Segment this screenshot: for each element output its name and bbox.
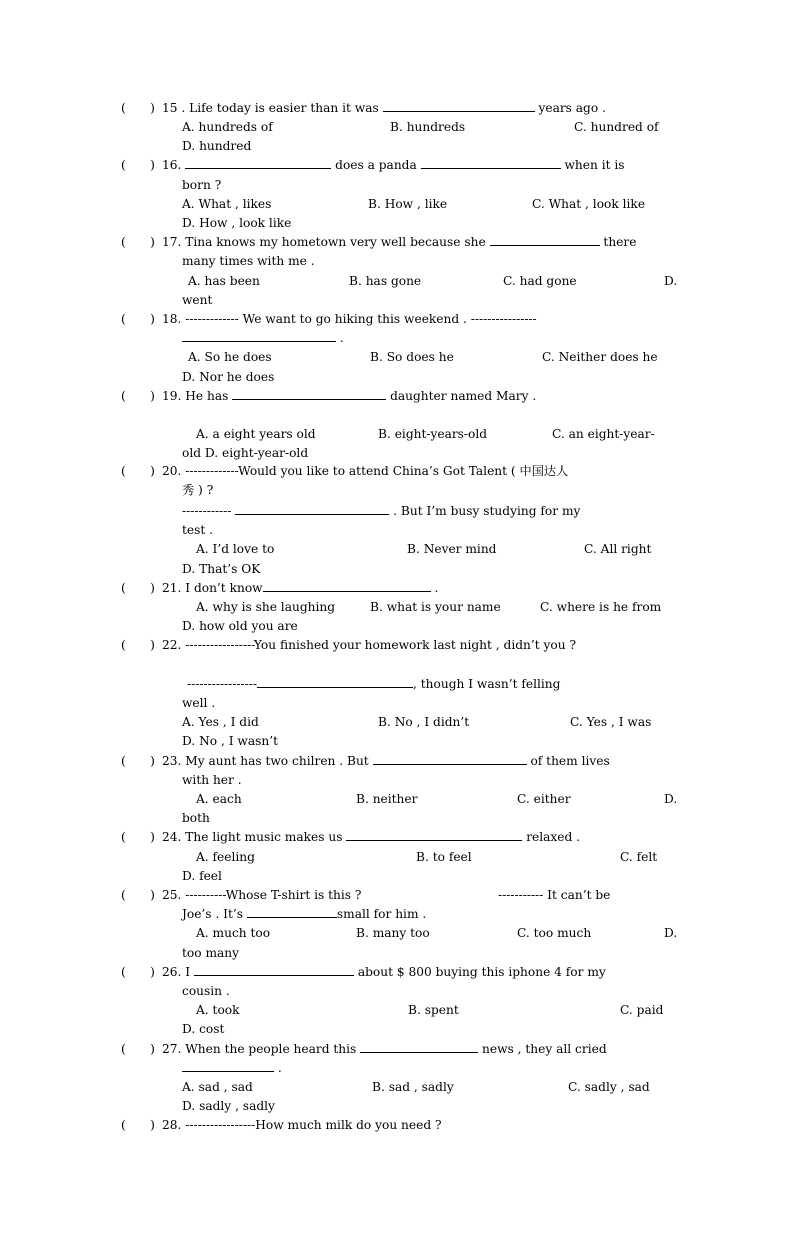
option-c[interactable]: C. either bbox=[517, 792, 571, 806]
answer-blank[interactable] bbox=[182, 1059, 274, 1072]
answer-bracket[interactable]: ( ) bbox=[121, 888, 155, 902]
option-c[interactable]: C. felt bbox=[620, 850, 658, 864]
option-a[interactable]: A. a eight years old bbox=[196, 427, 316, 441]
answer-bracket[interactable]: ( ) bbox=[121, 830, 155, 844]
option-c[interactable]: C. sadly , sad bbox=[568, 1080, 650, 1094]
answer-blank[interactable] bbox=[383, 99, 535, 112]
option-d[interactable]: D. cost bbox=[182, 1022, 225, 1036]
options-22 bbox=[182, 713, 676, 732]
option-d[interactable]: both bbox=[182, 811, 210, 825]
question-26: ( ) 26. I about $ 800 buying this iphone 4 for my bbox=[121, 963, 687, 982]
exam-page: ( ) 15 . Life today is easier than it was years ago . A. hundreds of B. hundreds C. hundred of D. hundred ( ) 16. does a panda when it is born ? A. What , likes B. How , like C. What , look like D. How , look like ( ) 17. Tina knows my hometown very well because she there many times with me . A. has been B. has gone C. had gone D. went ( ) 18. ------------- We want to go hiking this weekend . ---------------- . A. So he does B. So does he C. Neither does he D. Nor he does ( ) 19. He has daughter named Mary . A. a eight years old B. eight-years-old C. an eight-year- old D. eight-year-old ( ) 20. -------------Would you like to attend China’s Got Talent ( 中国达人 秀 ) ? ------------ . But I’m busy studying for my test . A. I’d love to B. Never mind C. All right D. That’s OK ( ) 21. I don’t know . A. why is she laughing B. what is your name C. where is he from D. how old you are ( ) 22. -----------------You finished your homework last night , didn’t you ? ----------------- , though I wasn’t felling well . A. Yes , I did B. No , I didn’t C. Yes , I was D. No , I wasn’t ( ) 23. My aunt has two chilren . But of them lives with her . A. each B. neither C. either D. both ( ) 24. The light music makes us relaxed . A. feeling B. to feel C. felt D. feel ( ) 25. ----------Whose T-shirt is this ? ----------- It can’t be Joe’s . It’s small for him . A. much too B. many too C. too much D. too many ( ) 26. I about $ 800 buying this iphone 4 for my cousin . A. took B. spent C. paid D. cost ( ) 27. When the people heard this news , they all cried . A. sad , sad B. sad , sadly C. sadly , sad D. sadly , sadly ( ) 28. -----------------How much milk do you need ? bbox=[0, 0, 794, 1248]
option-b[interactable]: B. what is your name bbox=[370, 600, 501, 614]
answer-bracket[interactable]: ( ) bbox=[121, 312, 155, 326]
options-26 bbox=[182, 1001, 676, 1020]
options-19 bbox=[182, 425, 676, 444]
option-a[interactable]: A. each bbox=[196, 792, 242, 806]
option-a[interactable]: A. much too bbox=[196, 926, 271, 940]
option-b[interactable]: B. spent bbox=[408, 1003, 459, 1017]
question-22: ( ) 22. -----------------You finished your homework last night , didn’t you ? bbox=[121, 636, 687, 655]
options-15 bbox=[182, 118, 676, 137]
answer-blank[interactable] bbox=[185, 156, 331, 169]
option-d[interactable]: D. Nor he does bbox=[182, 370, 275, 384]
option-b[interactable]: B. No , I didn’t bbox=[378, 715, 470, 729]
option-b[interactable]: B. neither bbox=[356, 792, 418, 806]
answer-blank[interactable] bbox=[194, 963, 354, 976]
option-c[interactable]: C. hundred of bbox=[574, 120, 659, 134]
options-16 bbox=[182, 195, 676, 214]
answer-blank[interactable] bbox=[235, 502, 389, 515]
option-a[interactable]: A. feeling bbox=[196, 850, 255, 864]
answer-bracket[interactable]: ( ) bbox=[121, 389, 155, 403]
answer-blank[interactable] bbox=[182, 329, 336, 342]
question-19: ( ) 19. He has daughter named Mary . bbox=[121, 387, 687, 406]
answer-bracket[interactable]: ( ) bbox=[121, 581, 155, 595]
option-c[interactable]: C. Neither does he bbox=[542, 350, 658, 364]
option-a[interactable]: A. took bbox=[196, 1003, 240, 1017]
options-20 bbox=[182, 540, 676, 559]
answer-blank[interactable] bbox=[373, 752, 527, 765]
question-21: ( ) 21. I don’t know . bbox=[121, 579, 687, 598]
answer-bracket[interactable]: ( ) bbox=[121, 235, 155, 249]
option-a[interactable]: A. has been bbox=[188, 274, 260, 288]
answer-blank[interactable] bbox=[360, 1040, 478, 1053]
option-b[interactable]: B. So does he bbox=[370, 350, 454, 364]
options-21 bbox=[182, 598, 676, 617]
answer-blank[interactable] bbox=[346, 828, 522, 841]
option-c[interactable]: C. where is he from bbox=[540, 600, 662, 614]
answer-bracket[interactable]: ( ) bbox=[121, 101, 155, 115]
option-b[interactable]: B. hundreds bbox=[390, 120, 466, 134]
option-d[interactable]: D. That’s OK bbox=[182, 562, 261, 576]
question-16: ( ) 16. does a panda when it is bbox=[121, 156, 687, 175]
option-d[interactable]: too many bbox=[182, 946, 240, 960]
option-c[interactable]: C. paid bbox=[620, 1003, 664, 1017]
question-18: ( ) 18. ------------- We want to go hiking this weekend . ---------------- bbox=[121, 310, 687, 329]
option-c[interactable]: C. All right bbox=[584, 542, 652, 556]
question-15: ( ) 15 . Life today is easier than it was years ago . bbox=[121, 99, 687, 118]
answer-blank[interactable] bbox=[490, 233, 600, 246]
question-24: ( ) 24. The light music makes us relaxed . bbox=[121, 828, 687, 847]
option-a[interactable]: A. So he does bbox=[188, 350, 272, 364]
answer-bracket[interactable]: ( ) bbox=[121, 1042, 155, 1056]
option-d-label[interactable]: D. bbox=[664, 926, 678, 940]
option-a[interactable]: A. sad , sad bbox=[182, 1080, 253, 1094]
option-d-label[interactable]: D. bbox=[664, 792, 678, 806]
answer-blank[interactable] bbox=[263, 579, 431, 592]
answer-bracket[interactable]: ( ) bbox=[121, 965, 155, 979]
option-a[interactable]: A. why is she laughing bbox=[196, 600, 336, 614]
question-20: ( ) 20. -------------Would you like to attend China’s Got Talent ( 中国达人 bbox=[121, 462, 687, 481]
option-d[interactable]: D. feel bbox=[182, 869, 222, 883]
option-c[interactable]: C. had gone bbox=[503, 274, 577, 288]
options-23 bbox=[182, 790, 676, 809]
answer-blank[interactable] bbox=[247, 905, 337, 918]
option-d[interactable]: D. hundred bbox=[182, 139, 252, 153]
options-27 bbox=[182, 1078, 676, 1097]
question-28: ( ) 28. -----------------How much milk do you need ? bbox=[121, 1116, 687, 1135]
answer-bracket[interactable]: ( ) bbox=[121, 464, 155, 478]
option-c[interactable]: C. Yes , I was bbox=[570, 715, 652, 729]
option-d-label[interactable]: D. bbox=[664, 274, 678, 288]
option-b[interactable]: B. has gone bbox=[349, 274, 422, 288]
answer-bracket[interactable]: ( ) bbox=[121, 754, 155, 768]
options-24 bbox=[182, 848, 676, 867]
options-17 bbox=[182, 272, 676, 291]
question-27: ( ) 27. When the people heard this news , they all cried bbox=[121, 1040, 687, 1059]
option-d[interactable]: went bbox=[182, 293, 213, 307]
option-b[interactable]: B. eight-years-old bbox=[378, 427, 488, 441]
option-a[interactable]: A. What , likes bbox=[182, 197, 272, 211]
option-c[interactable]: C. What , look like bbox=[532, 197, 646, 211]
options-18 bbox=[182, 348, 676, 367]
answer-bracket[interactable]: ( ) bbox=[121, 158, 155, 172]
answer-blank[interactable] bbox=[232, 387, 386, 400]
option-d[interactable]: old D. eight-year-old bbox=[182, 446, 309, 460]
option-c[interactable]: C. too much bbox=[517, 926, 592, 940]
option-b[interactable]: B. to feel bbox=[416, 850, 472, 864]
answer-blank[interactable] bbox=[257, 675, 413, 688]
question-23: ( ) 23. My aunt has two chilren . But of them lives bbox=[121, 752, 687, 771]
question-17: ( ) 17. Tina knows my hometown very well because she there bbox=[121, 233, 687, 252]
option-d[interactable]: D. No , I wasn’t bbox=[182, 734, 278, 748]
option-c[interactable]: C. an eight-year- bbox=[552, 427, 655, 441]
option-d[interactable]: D. sadly , sadly bbox=[182, 1099, 275, 1113]
answer-blank[interactable] bbox=[421, 156, 561, 169]
option-a[interactable]: A. I’d love to bbox=[196, 542, 275, 556]
question-25: ( ) 25. ----------Whose T-shirt is this ? ----------- It can’t be bbox=[121, 886, 687, 905]
option-b[interactable]: B. How , like bbox=[368, 197, 448, 211]
options-25 bbox=[182, 924, 676, 943]
option-d[interactable]: D. how old you are bbox=[182, 619, 298, 633]
answer-bracket[interactable]: ( ) bbox=[121, 1118, 155, 1132]
option-b[interactable]: B. many too bbox=[356, 926, 430, 940]
option-a[interactable]: A. hundreds of bbox=[182, 120, 273, 134]
option-a[interactable]: A. Yes , I did bbox=[182, 715, 259, 729]
answer-bracket[interactable]: ( ) bbox=[121, 638, 155, 652]
option-b[interactable]: B. sad , sadly bbox=[372, 1080, 454, 1094]
option-d[interactable]: D. How , look like bbox=[182, 216, 292, 230]
option-b[interactable]: B. Never mind bbox=[407, 542, 497, 556]
